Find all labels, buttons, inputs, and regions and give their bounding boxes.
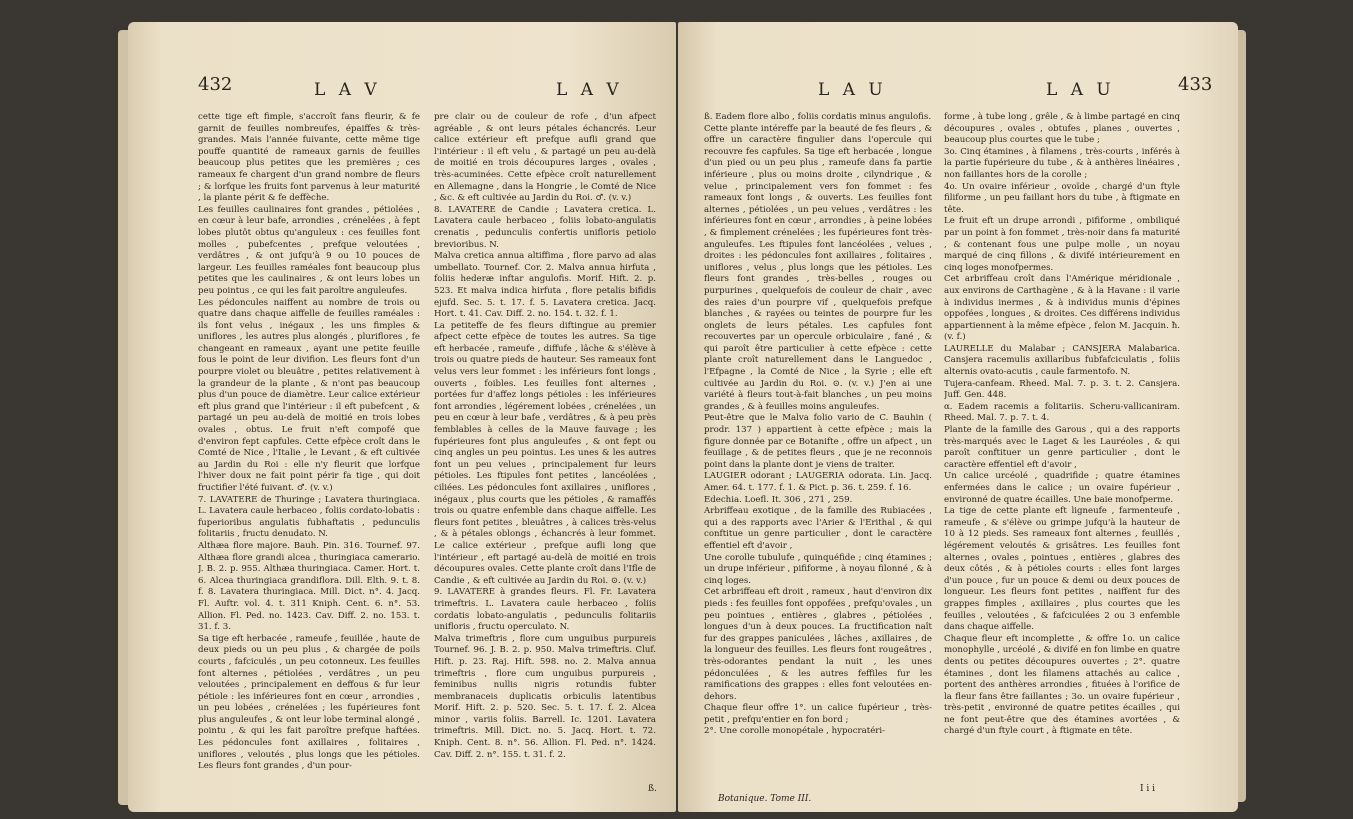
right-running-head-right: L A U [1046, 80, 1115, 100]
left-column-1: cette tige eft fimple, s'accroît fans fleurir, & fe garnit de feuilles nombreufes, épaiffes & très-grandes. Mais l'année fuivante, cette même tige pouffe quantité de rameaux garnis de feuilles beaucoup plus petites que les premières ; ces rameaux fe chargent d'un grand nombre de fleurs ; & lorfque les fruits font parvenus à leur maturité , la plante périt & fe deffèche. Les feuilles caulinaires font grandes , pétiolées , en cœur à leur bafe, arrondies , crénelées , à fept lobes plutôt obtus qu'anguleux : ces feuilles font molles , pubefcentes , prefque veloutées , verdâtres , & ont jufqu'à 9 ou 10 pouces de largeur. Les feuilles raméales font beaucoup plus petites que les caulinaires , & ont leurs lobes un peu pointus , ce qui les fait paroître anguleufes. Les pédoncules naiffent au nombre de trois ou quatre dans chaque aiffelle de feuilles raméales : ils font velus , inégaux , les uns fimples & uniflores , les autres plus alongés , pluriflores , fe changeant en rameaux , ayant une petite feuille fous le point de leur divifion. Les fleurs font d'un pourpre violet ou bleuâtre , petites relativement à la grandeur de la plante , & n'ont pas beaucoup plus d'un pouce de diamètre. Leur calice extérieur eft plus grand que l'intérieur : il eft pubefcent , & partagé un peu au-delà de moitié en trois lobes ovales , obtus. Le fruit n'eft compofé que d'environ fept capfules. Cette efpèce croît dans le Comté de Nice , l'Italie , le Levant , & eft cultivée au Jardin du Roi : elle n'y fleurit que lorfque l'hiver doux ne fait point périr fa tige , qui doit fructifier l'été fuivant. ♂. (v. v.) 7. LAVATERE de Thuringe ; Lavatera thuringiaca. L. Lavatera caule herbaceo , foliis cordato-lobatis : fuperioribus angulatis fubhaftatis , pedunculis folitariis , fructu denudato. N. Althæa flore majore. Bauh. Pin. 316. Tournef. 97. Althæa flore grandi alcea , thuringiaca camerario. J. B. 2. p. 955. Althæa thuringiaca. Camer. Hort. t. 6. Alcea thuringiaca grandiflora. Dill. Elth. 9. t. 8. f. 8. Lavatera thuringiaca. Mill. Dict. n°. 4. Jacq. Fl. Auftr. vol. 4. t. 311 Kniph. Cent. 6. n°. 53. Allion. Fl. Ped. no. 1423. Cav. Diff. 2. no. 153. t. 31. f. 3. Sa tige eft herbacée , rameufe , feuillée , haute de deux pieds ou un peu plus , & chargée de poils courts , fafciculés , un peu cotonneux. Les feuilles font alternes , pétiolées , verdâtres , un peu veloutées , principalement en deffous & fur leur pétiole : les inférieures font en cœur , arrondies , un peu lobées , crénelées ; les fupérieures font plus anguleufes , & ont leur lobe terminal alongé , pointu , & qui les fait paroître prefque haftées. Les pédoncules font axillaires , folitaires , uniflores , veloutés , plus longs que les pétioles. Les fleurs font grandes , d'un pour- [198, 112, 420, 772]
signature-line: Botanique. Tome III. [718, 794, 812, 804]
left-catchword: ß. [648, 784, 657, 794]
left-page-number: 432 [198, 74, 233, 95]
right-running-head-left: L A U [818, 80, 887, 100]
left-running-head-left: L A V [314, 80, 381, 100]
right-page [678, 22, 1238, 812]
left-running-head-right: L A V [556, 80, 623, 100]
left-page [128, 22, 676, 812]
right-page-number: 433 [1178, 74, 1213, 95]
right-catchword: I i i [1140, 784, 1156, 794]
right-column-1: ß. Eadem flore albo , foliis cordatis minus angulofis. Cette plante intéreffe par la beauté de fes fleurs , & offre un caractère fingulier dans l'opercule qui recouvre fes capfules. Sa tige eft herbacée , longue d'un pied ou un peu plus , rameufe dans fa partie inférieure , plus ou moins droite , cilyndrique , & velue , principalement vers fon fommet : fes rameaux font longs , & ouverts. Les feuilles font alternes , pétiolées , un peu velues , verdâtres : les inférieures font en cœur , arrondies , à peine lobées , & fimplement crénelées ; les fupérieures font très-anguleufes. Les ftipules font lancéolées , velues , droites : les pédoncules font axillaires , folitaires , uniflores , velus , plus longs que les pétioles. Les fleurs font grandes , très-belles , rouges ou purpurines , quelquefois de couleur de chair , avec des raies d'un pourpre vif , quelquefois prefque blanches , & rayées ou teintes de pourpre fur les onglets de leurs pétales. Les capfules font recouvertes par un opercule orbiculaire , fané , & qui paroît être particulier à cette efpèce : cette plante croît naturellement dans le Languedoc , l'Efpagne , la Comté de Nice , la Syrie ; elle eft cultivée au Jardin du Roi. ⊙. (v. v.) J'en ai une variété à fleurs tout-à-fait blanches , un peu moins grandes , & à feuilles moins anguleufes. Peut-être que le Malva folio vario de C. Bauhin ( prodr. 137 ) appartient à cette efpèce ; mais la figure donnée par ce Botanifte , offre un afpect , un feuillage , & de petites fleurs , que je ne reconnois point dans la plante dont je viens de traiter. LAUGIER odorant ; LAUGERIA odorata. Lin. Jacq. Amer. 64. t. 177. f. 1. & Pict. p. 36. t. 259. f. 16. Edechia. Loefl. It. 306 , 271 , 259. Arbriffeau exotique , de la famille des Rubiacées , qui a des rapports avec l'Arier & l'Erithal , & qui conftitue un genre particulier , dont le caractère effentiel eft d'avoir , Une corolle tubulufe , quinquéfide ; cinq étamines ; un drupe inférieur , pififorme , à noyau filonné , & à cinq loges. Cet arbriffeau eft droit , rameux , haut d'environ dix pieds : fes feuilles font oppofées , prefqu'ovales , un peu pointues , entières , glabres , pétiolées , longues d'un à deux pouces. La fructification naît fur des grappes paniculées , lâches , axillaires , de la longueur des feuilles. Les fleurs font rougeâtres , très-odorantes pendant la nuit , les unes pédonculées , & les autres feffiles fur les ramifications des grappes : elles font veloutées en-dehors. Chaque fleur offre 1°. un calice fupérieur , très-petit , prefqu'entier en fon bord ; 2°. Une corolle monopétale , hypocratéri- [704, 112, 932, 737]
left-column-2: pre clair ou de couleur de rofe , d'un afpect agréable , & ont leurs pétales échancrés. Leur calice extérieur eft prefque aufli grand que l'intérieur : il eft velu , & partagé un peu au-delà de moitié en trois découpures larges , ovales , très-acuminées. Cette efpèce croît naturellement en Allemagne , dans la Hongrie , le Comté de Nice , &c. & eft cultivée au Jardin du Roi. ♂. (v. v.) 8. LAVATERE de Candie ; Lavatera cretica. L. Lavatera caule herbaceo , foliis lobato-angulatis crenatis , pedunculis confertis unifloris petiolo brevioribus. N. Malva cretica annua altiffima , flore parvo ad alas umbellato. Tournef. Cor. 2. Malva annua hirfuta , foliis hederæ inftar angulofis. Morif. Hift. 2. p. 523. Et malva indica hirfuta , flore petalis bifidis ejufd. Sec. 5. t. 17. f. 5. Lavatera cretica. Jacq. Hort. t. 41. Cav. Diff. 2. no. 154. t. 32. f. 1. La petiteffe de fes fleurs diftingue au premier afpect cette efpèce de toutes les autres. Sa tige eft herbacée , rameufe , diffufe , lâche & s'élève à trois ou quatre pieds de hauteur. Ses rameaux font velus vers leur fommet : les inférieurs font longs , ouverts , foibles. Les feuilles font alternes , portées fur d'affez longs pétioles : les inférieures font arrondies , légérement lobées , crénelées , un peu en cœur à leur bafe , verdâtres , & à peu près femblables à celles de la Mauve fauvage ; les fupérieures font plus anguleufes , & ont fept ou cinq angles un peu pointus. Les unes & les autres font un peu velues , principalement fur leurs pétioles. Les ftipules font petites , lancéolées , ciliées. Les pédoncules font axillaires , uniflores , inégaux , plus courts que les pétioles , & ramaffés trois ou quatre enfemble dans chaque aiffelle. Les fleurs font petites , bleuâtres , à calices très-velus , & à pétales oblongs , échancrés à leur fommet. Le calice extérieur , prefque aufli long que l'intérieur , eft partagé au-delà de moitié en trois découpures ovales. Cette plante croît dans l'Ifle de Candie , & eft cultivée au Jardin du Roi. ⊙. (v. v.) 9. LAVATERE à grandes fleurs. Fl. Fr. Lavatera trimeftris. L. Lavatera caule herbaceo , foliis cordatis lobato-angulatis , pedunculis folitariis unifloris , fructu operculato. N. Malva trimeftris , flore cum unguibus purpureis Tournef. 96. J. B. 2. p. 950. Malva trimeftris. Cluf. Hift. p. 23. Raj. Hift. 598. no. 2. Malva annua trimeftris , flore cum unguibus purpureis , feminibus nullis nigris rotundis fubter membranaceis duplicatis orbiculis latentibus Morif. Hift. 2. p. 520. Sec. 5. t. 17. f. 2. Alcea minor , variis foliis. Barrell. Ic. 1201. Lavatera trimeftris. Mill. Dict. no. 5. Jacq. Hort. t. 72. Kniph. Cent. 8. n°. 56. Allion. Fl. Ped. n°. 1424. Cav. Diff. 2. n°. 155. t. 31. f. 2. [434, 112, 656, 760]
right-column-2: forme , à tube long , grêle , & à limbe partagé en cinq découpures , ovales , obtufes , planes , ouvertes , beaucoup plus courtes que le tube ; 3o. Cinq étamines , à filamens , très-courts , inférés à la partie fupérieure du tube , & à anthères linéaires , non faillantes hors de la corolle ; 4o. Un ovaire inférieur , ovoïde , chargé d'un ftyle filiforme , un peu faillant hors du tube , à ftigmate en tête. Le fruit eft un drupe arrondi , pififorme , ombiliqué par un point à fon fommet , très-noir dans fa maturité , & contenant fous une pulpe molle , un noyau marqué de cinq fillons , & divifé intérieurement en cinq loges monofpermes. Cet arbriffeau croît dans l'Amérique méridionale , aux environs de Carthagène , & à la Havane : il varie à individus inermes , & à individus munis d'épines oppofées , longues , & droites. Ces différens individus appartiennent à la même efpèce , felon M. Jacquin. ħ. (v. f.) LAURELLE du Malabar ; CANSJERA Malabarica. Cansjera racemulis axillaribus fubfafciculatis , foliis alternis ovato-acutis , caule farmentofo. N. Tujera-canfeam. Rheed. Mal. 7. p. 3. t. 2. Cansjera. Juff. Gen. 448. α. Eadem racemis a folitariis. Scheru-vallicaniram. Rheed. Mal. 7. p. 7. t. 4. Plante de la famille des Garous , qui a des rapports très-marqués avec le Laget & les Lauréoles , & qui paroît conftituer un genre particulier , dont le caractère effentiel eft d'avoir , Un calice urcéolé , quadrifide ; quatre étamines enfermées dans le calice ; un ovaire fupérieur , environné de quatre écailles. Une baie monofperme. La tige de cette plante eft ligneufe , farmenteufe , rameufe , & s'élève ou grimpe jufqu'à la hauteur de 10 à 12 pieds. Ses rameaux font alternes , feuillés , légérement veloutés & grisâtres. Les feuilles font alternes , ovales , pointues , entières , glabres des deux côtés , & à pétioles courts : elles font larges d'un pouce , fur un pouce & demi ou deux pouces de longueur. Les fleurs font petites , naiffent fur des grappes fimples , axillaires , plus courtes que les feuilles , veloutées , & fafciculées 2 ou 3 enfemble dans chaque aiffelle. Chaque fleur eft incomplette , & offre 1o. un calice monophylle , urcéolé , & divifé en fon limbe en quatre dents ou petites découpures ouvertes ; 2°. quatre étamines , dont les filamens attachés au calice , portent des anthères arrondies , fituées à l'orifice de la fleur fans être faillantes ; 3o. un ovaire fupérieur , très-petit , environné de quatre petites écailles , qui ne font peut-être que des étamines avortées , & chargé d'un ftyle court , à ftigmate en tête. [944, 112, 1180, 737]
